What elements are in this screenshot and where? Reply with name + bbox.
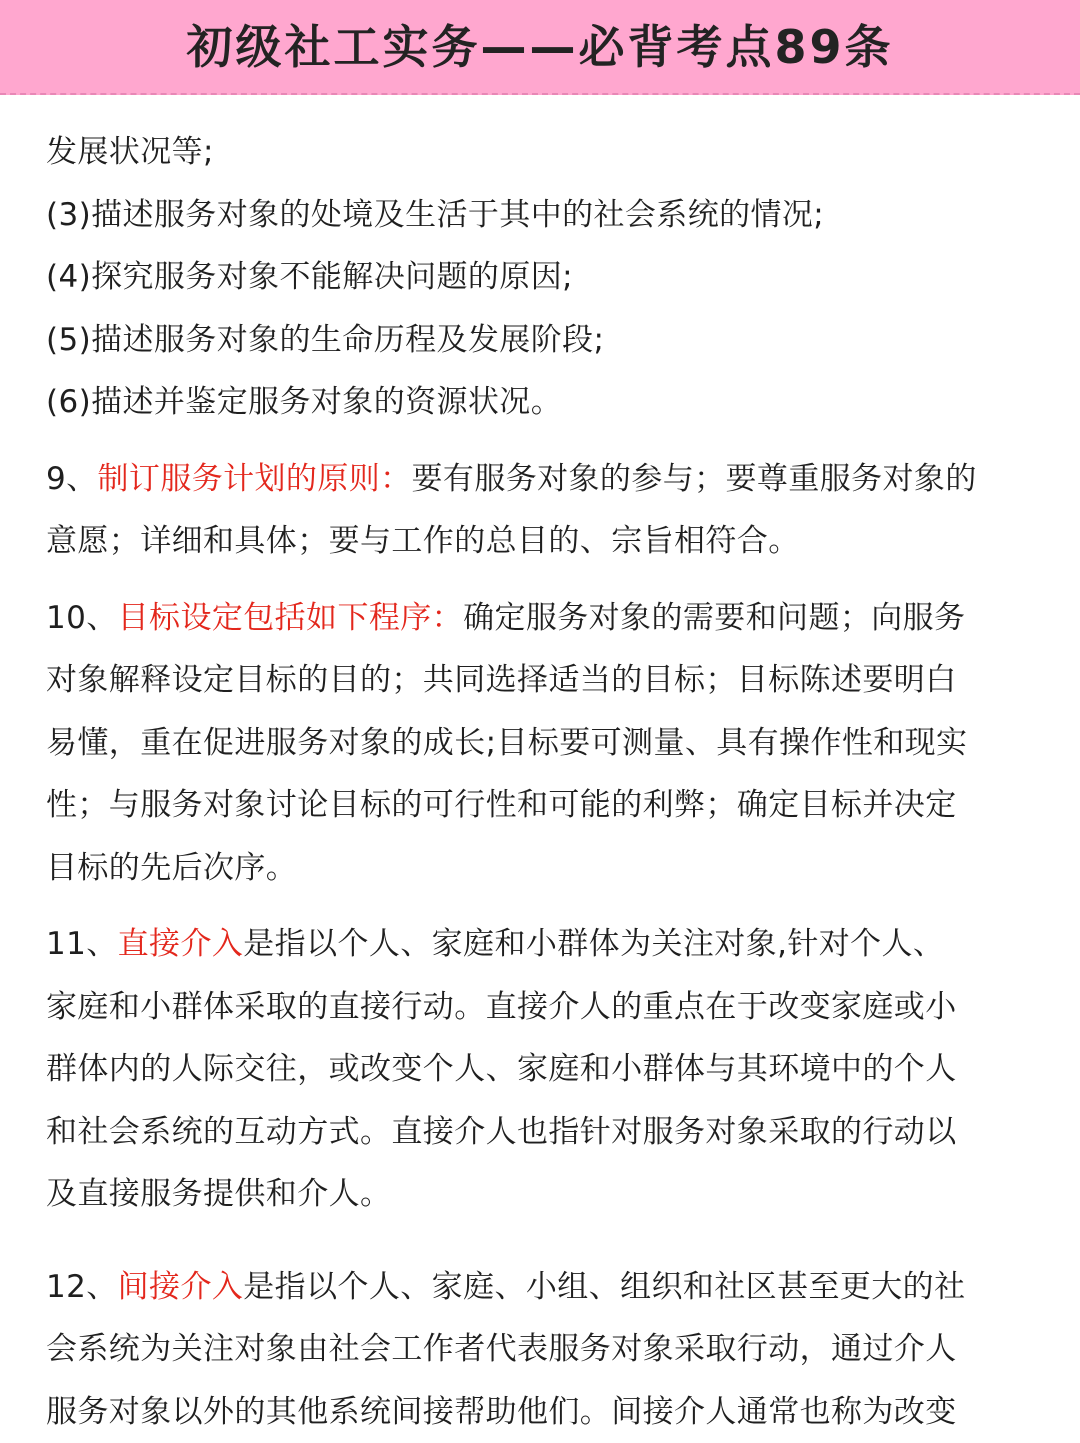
item-number: 11、 — [46, 926, 118, 962]
text-segment: 是指以个人、家庭和小群体为关注对象,针对个人、 — [243, 926, 944, 962]
text-line: 和社会系统的互动方式。直接介人也指针对服务对象采取的行动以 — [46, 1101, 1046, 1164]
article-body — [46, 121, 1046, 1443]
text-line: (4)探究服务对象不能解决问题的原因; — [46, 246, 1046, 309]
text-segment: 是指以个人、家庭、小组、组织和社区甚至更大的社 — [243, 1269, 965, 1305]
item-12 — [46, 1256, 1046, 1443]
key-term: 目标设定包括如下程序： — [118, 600, 463, 636]
text-line: (3)描述服务对象的处境及生活于其中的社会系统的情况; — [46, 184, 1046, 247]
item-heading-line — [46, 913, 1046, 976]
item-number: 10、 — [46, 600, 118, 636]
text-line: 对象解释设定目标的目的；共同选择适当的目标；目标陈述要明白 — [46, 649, 1046, 712]
text-line: 会系统为关注对象由社会工作者代表服务对象采取行动，通过介人 — [46, 1318, 1046, 1381]
item-heading-line — [46, 1256, 1046, 1319]
item-number: 12、 — [46, 1269, 118, 1305]
text-line: 意愿；详细和具体；要与工作的总目的、宗旨相符合。 — [46, 510, 1046, 573]
item-10 — [46, 587, 1046, 900]
title-banner — [0, 0, 1080, 95]
text-line: 发展状况等; — [46, 121, 1046, 184]
text-line: 易懂，重在促进服务对象的成长;目标要可测量、具有操作性和现实 — [46, 712, 1046, 775]
text-line: 及直接服务提供和介人。 — [46, 1163, 1046, 1226]
item-9 — [46, 448, 1046, 573]
text-line: 群体内的人际交往，或改变个人、家庭和小群体与其环境中的个人 — [46, 1038, 1046, 1101]
text-line: 服务对象以外的其他系统间接帮助他们。间接介人通常也称为改变 — [46, 1381, 1046, 1443]
item-11 — [46, 913, 1046, 1226]
page-title: 初级社工实务——必背考点89条 — [186, 11, 893, 77]
text-line: (6)描述并鉴定服务对象的资源状况。 — [46, 371, 1046, 434]
item-heading-line — [46, 587, 1046, 650]
item-heading-line — [46, 448, 1046, 511]
key-term: 间接介入 — [118, 1269, 244, 1305]
text-line: (5)描述服务对象的生命历程及发展阶段; — [46, 309, 1046, 372]
text-segment: 确定服务对象的需要和问题；向服务 — [463, 600, 965, 636]
text-segment: 要有服务对象的参与；要尊重服务对象的 — [412, 461, 977, 497]
key-term: 制订服务计划的原则： — [98, 461, 412, 497]
item-number: 9、 — [46, 461, 98, 497]
text-line: 家庭和小群体采取的直接行动。直接介人的重点在于改变家庭或小 — [46, 976, 1046, 1039]
key-term: 直接介入 — [118, 926, 244, 962]
text-line: 性；与服务对象讨论目标的可行性和可能的利弊；确定目标并决定 — [46, 774, 1046, 837]
text-line: 目标的先后次序。 — [46, 837, 1046, 900]
section-8-continuation — [46, 121, 1046, 434]
